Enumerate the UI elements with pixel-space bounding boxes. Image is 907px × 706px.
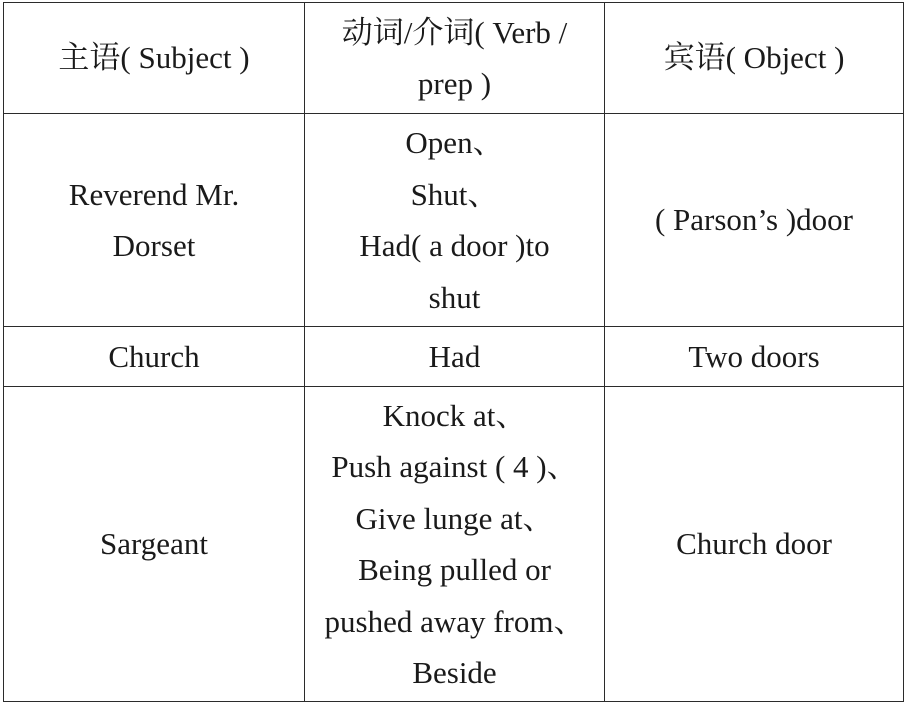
object-cell <box>605 114 904 327</box>
header-verb-line-2: prep ) <box>417 66 492 101</box>
object-line: Two doors <box>688 338 820 374</box>
verb-line: Give lunge at、 <box>355 500 554 536</box>
verb-line: Push against ( 4 )、 <box>331 449 578 484</box>
header-subject <box>4 3 305 114</box>
object-line: ( Parson’s )door <box>654 202 854 238</box>
verb-line: Being pulled or <box>358 552 551 587</box>
verb-line: pushed away from、 <box>324 603 585 639</box>
subject-cell <box>4 114 305 327</box>
header-subject-label: 主语( Subject ) <box>58 40 250 76</box>
verb-line: Open、 <box>405 125 504 160</box>
subject-cell <box>4 327 305 387</box>
verb-cell <box>305 114 605 327</box>
verb-cell <box>305 387 605 702</box>
object-line: Church door <box>676 526 832 562</box>
verb-line: Knock at、 <box>382 397 527 433</box>
table-row <box>4 387 904 702</box>
verb-line: Beside <box>412 655 497 690</box>
header-verb-line-1: 动词/介词( Verb / <box>341 14 568 50</box>
subject-line: Sargeant <box>100 526 208 562</box>
svo-table <box>3 2 904 702</box>
header-row <box>4 3 904 114</box>
header-verb <box>305 3 605 114</box>
object-cell <box>605 327 904 387</box>
table-row <box>4 114 904 327</box>
subject-line: Reverend Mr. <box>68 176 240 212</box>
header-object-label: 宾语( Object ) <box>663 40 845 76</box>
header-object <box>605 3 904 114</box>
subject-line: Church <box>108 338 200 374</box>
verb-line: Had( a door )to <box>359 228 550 263</box>
verb-cell <box>305 327 605 387</box>
subject-line: Dorset <box>112 228 196 263</box>
verb-line: shut <box>428 279 481 315</box>
subject-cell <box>4 387 305 702</box>
table-row <box>4 327 904 387</box>
verb-line: Had <box>428 338 481 374</box>
object-cell <box>605 387 904 702</box>
verb-line: Shut、 <box>410 176 499 212</box>
